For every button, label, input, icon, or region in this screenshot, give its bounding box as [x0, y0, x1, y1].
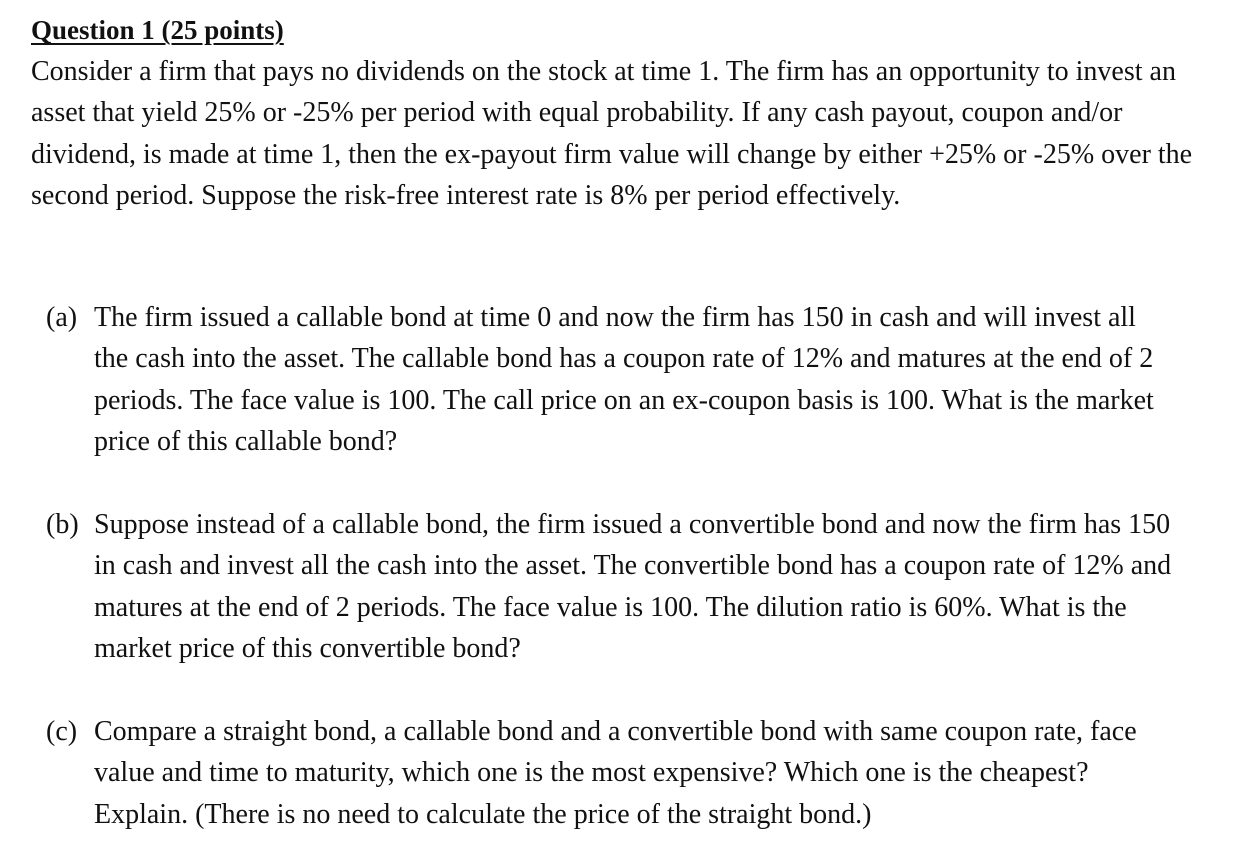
- part-a: [46, 297, 1176, 462]
- part-c-marker: (c): [46, 716, 78, 747]
- part-c: [46, 711, 1176, 835]
- part-b-marker: (b): [46, 509, 79, 540]
- part-a-marker: (a): [46, 302, 78, 333]
- part-b: [46, 504, 1176, 669]
- question-title: Question 1 (25 points): [31, 15, 284, 45]
- part-a-text: The firm issued a callable bond at time 0 and now the firm has 150 in cash and will invest all the cash into the asset. The callable bond has a coupon rate of 12% and matures at the end of 2 periods. The face value is 100. The call price on an ex-coupon basis is 100. What is the market price of this callable bond?: [94, 302, 1154, 457]
- part-b-text: Suppose instead of a callable bond, the firm issued a convertible bond and now the firm has 150 in cash and invest all the cash into the asset. The convertible bond has a coupon rate of 12% and matures at the end of 2 periods. The face value is 100. The dilution ratio is 60%. What is the market price of this convertible bond?: [94, 509, 1172, 664]
- question-intro: Consider a firm that pays no dividends on the stock at time 1. The firm has an opportunity to invest an asset that yield 25% or -25% per period with equal probability. If any cash payout, coupon and/or dividend, is made at time 1, then the ex-payout firm value will change by either +25% or -25% over the second period. Suppose the risk-free interest rate is 8% per period effectively.: [31, 56, 1193, 211]
- part-c-text: Compare a straight bond, a callable bond and a convertible bond with same coupon rate, face value and time to maturity, which one is the most expensive? Which one is the cheapest? Explain. (There is no need to calculate the price of the straight bond.): [94, 716, 1137, 830]
- question-document: [31, 10, 1221, 216]
